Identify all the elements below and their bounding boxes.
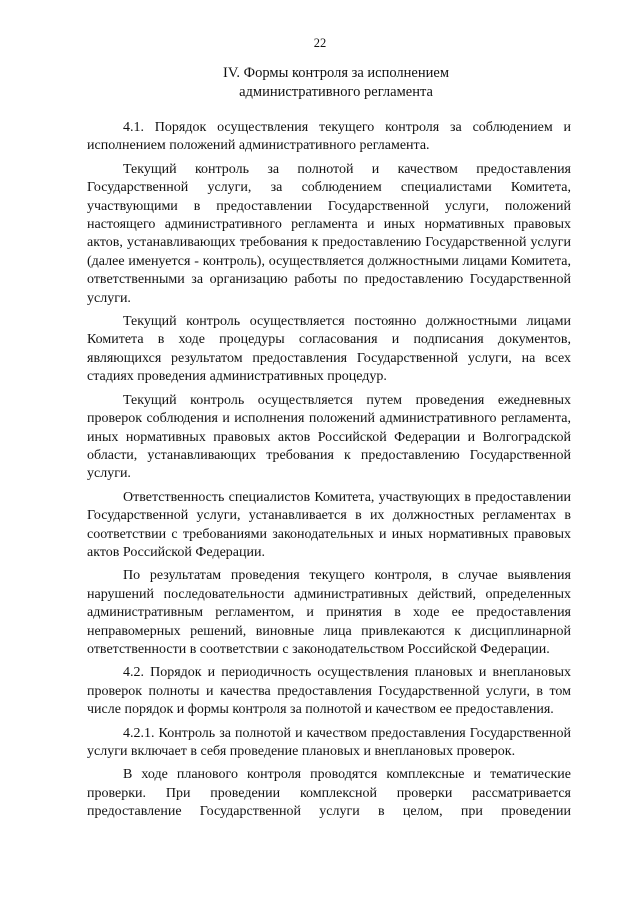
paragraph-responsibility: Ответственность специалистов Комитета, участвующих в предоставлении Государственной услуги, устанавливается в их должностных регламентах в соответствии с требованиями законодательных и иных нормативных правовых актов Российской Федерации. (87, 489, 571, 560)
document-body (87, 119, 571, 827)
paragraph-planned-control: В ходе планового контроля проводятся комплексные и тематические проверки. При проведении комплексной проверки рассматривается предоставление Государственной услуги в целом, при проведении (87, 767, 571, 820)
section-title (96, 64, 576, 102)
paragraph-4-2-1: 4.2.1. Контроль за полнотой и качеством предоставления Государственной услуги включает в себя проведение плановых и внеплановых проверок. (87, 725, 571, 759)
paragraph-control-constant: Текущий контроль осуществляется постоянно должностными лицами Комитета в ходе процедуры согласования и подписания документов, являющихся результатом предоставления Государственной услуги, на всех стадиях проведения административных процедур. (87, 314, 571, 385)
section-title-line-2: административного регламента (239, 84, 433, 100)
page-number: 22 (313, 36, 327, 50)
paragraph-4-1: 4.1. Порядок осуществления текущего контроля за соблюдением и исполнением положений административного регламента. (87, 120, 571, 154)
paragraph-4-2: 4.2. Порядок и периодичность осуществления плановых и внеплановых проверок полноты и качества предоставления Государственной услуги, в том числе порядок и формы контроля за полнотой и качеством ее предоставления. (87, 665, 571, 718)
paragraph-daily-checks: Текущий контроль осуществляется путем проведения ежедневных проверок соблюдения и исполнения положений административного регламента, иных нормативных правовых актов Российской Федерации и Волгоградской области, устанавливающих требования к предоставлению Государственной услуги. (87, 392, 571, 482)
section-title-line-1: IV. Формы контроля за исполнением (223, 65, 449, 81)
paragraph-violations: По результатам проведения текущего контроля, в случае выявления нарушений последовательности административных действий, определенных административным регламентом, и принятия в ходе ее предоставления неправомерных решений, виновные лица привлекаются к дисциплинарной ответственности в соответствии с законодательством Российской Федерации. (87, 568, 571, 657)
paragraph-current-control: Текущий контроль за полнотой и качеством предоставления Государственной услуги, за соблюдением специалистами Комитета, участвующими в предоставлении Государственной услуги, положений настоящего административного регламента и иных нормативных правовых актов, устанавливающих требования к предоставлению Государственной услуги (далее именуется - контроль), осуществляется должностными лицами Комитета, ответственными за организацию работы по предоставлению Государственной услуги. (87, 161, 571, 306)
